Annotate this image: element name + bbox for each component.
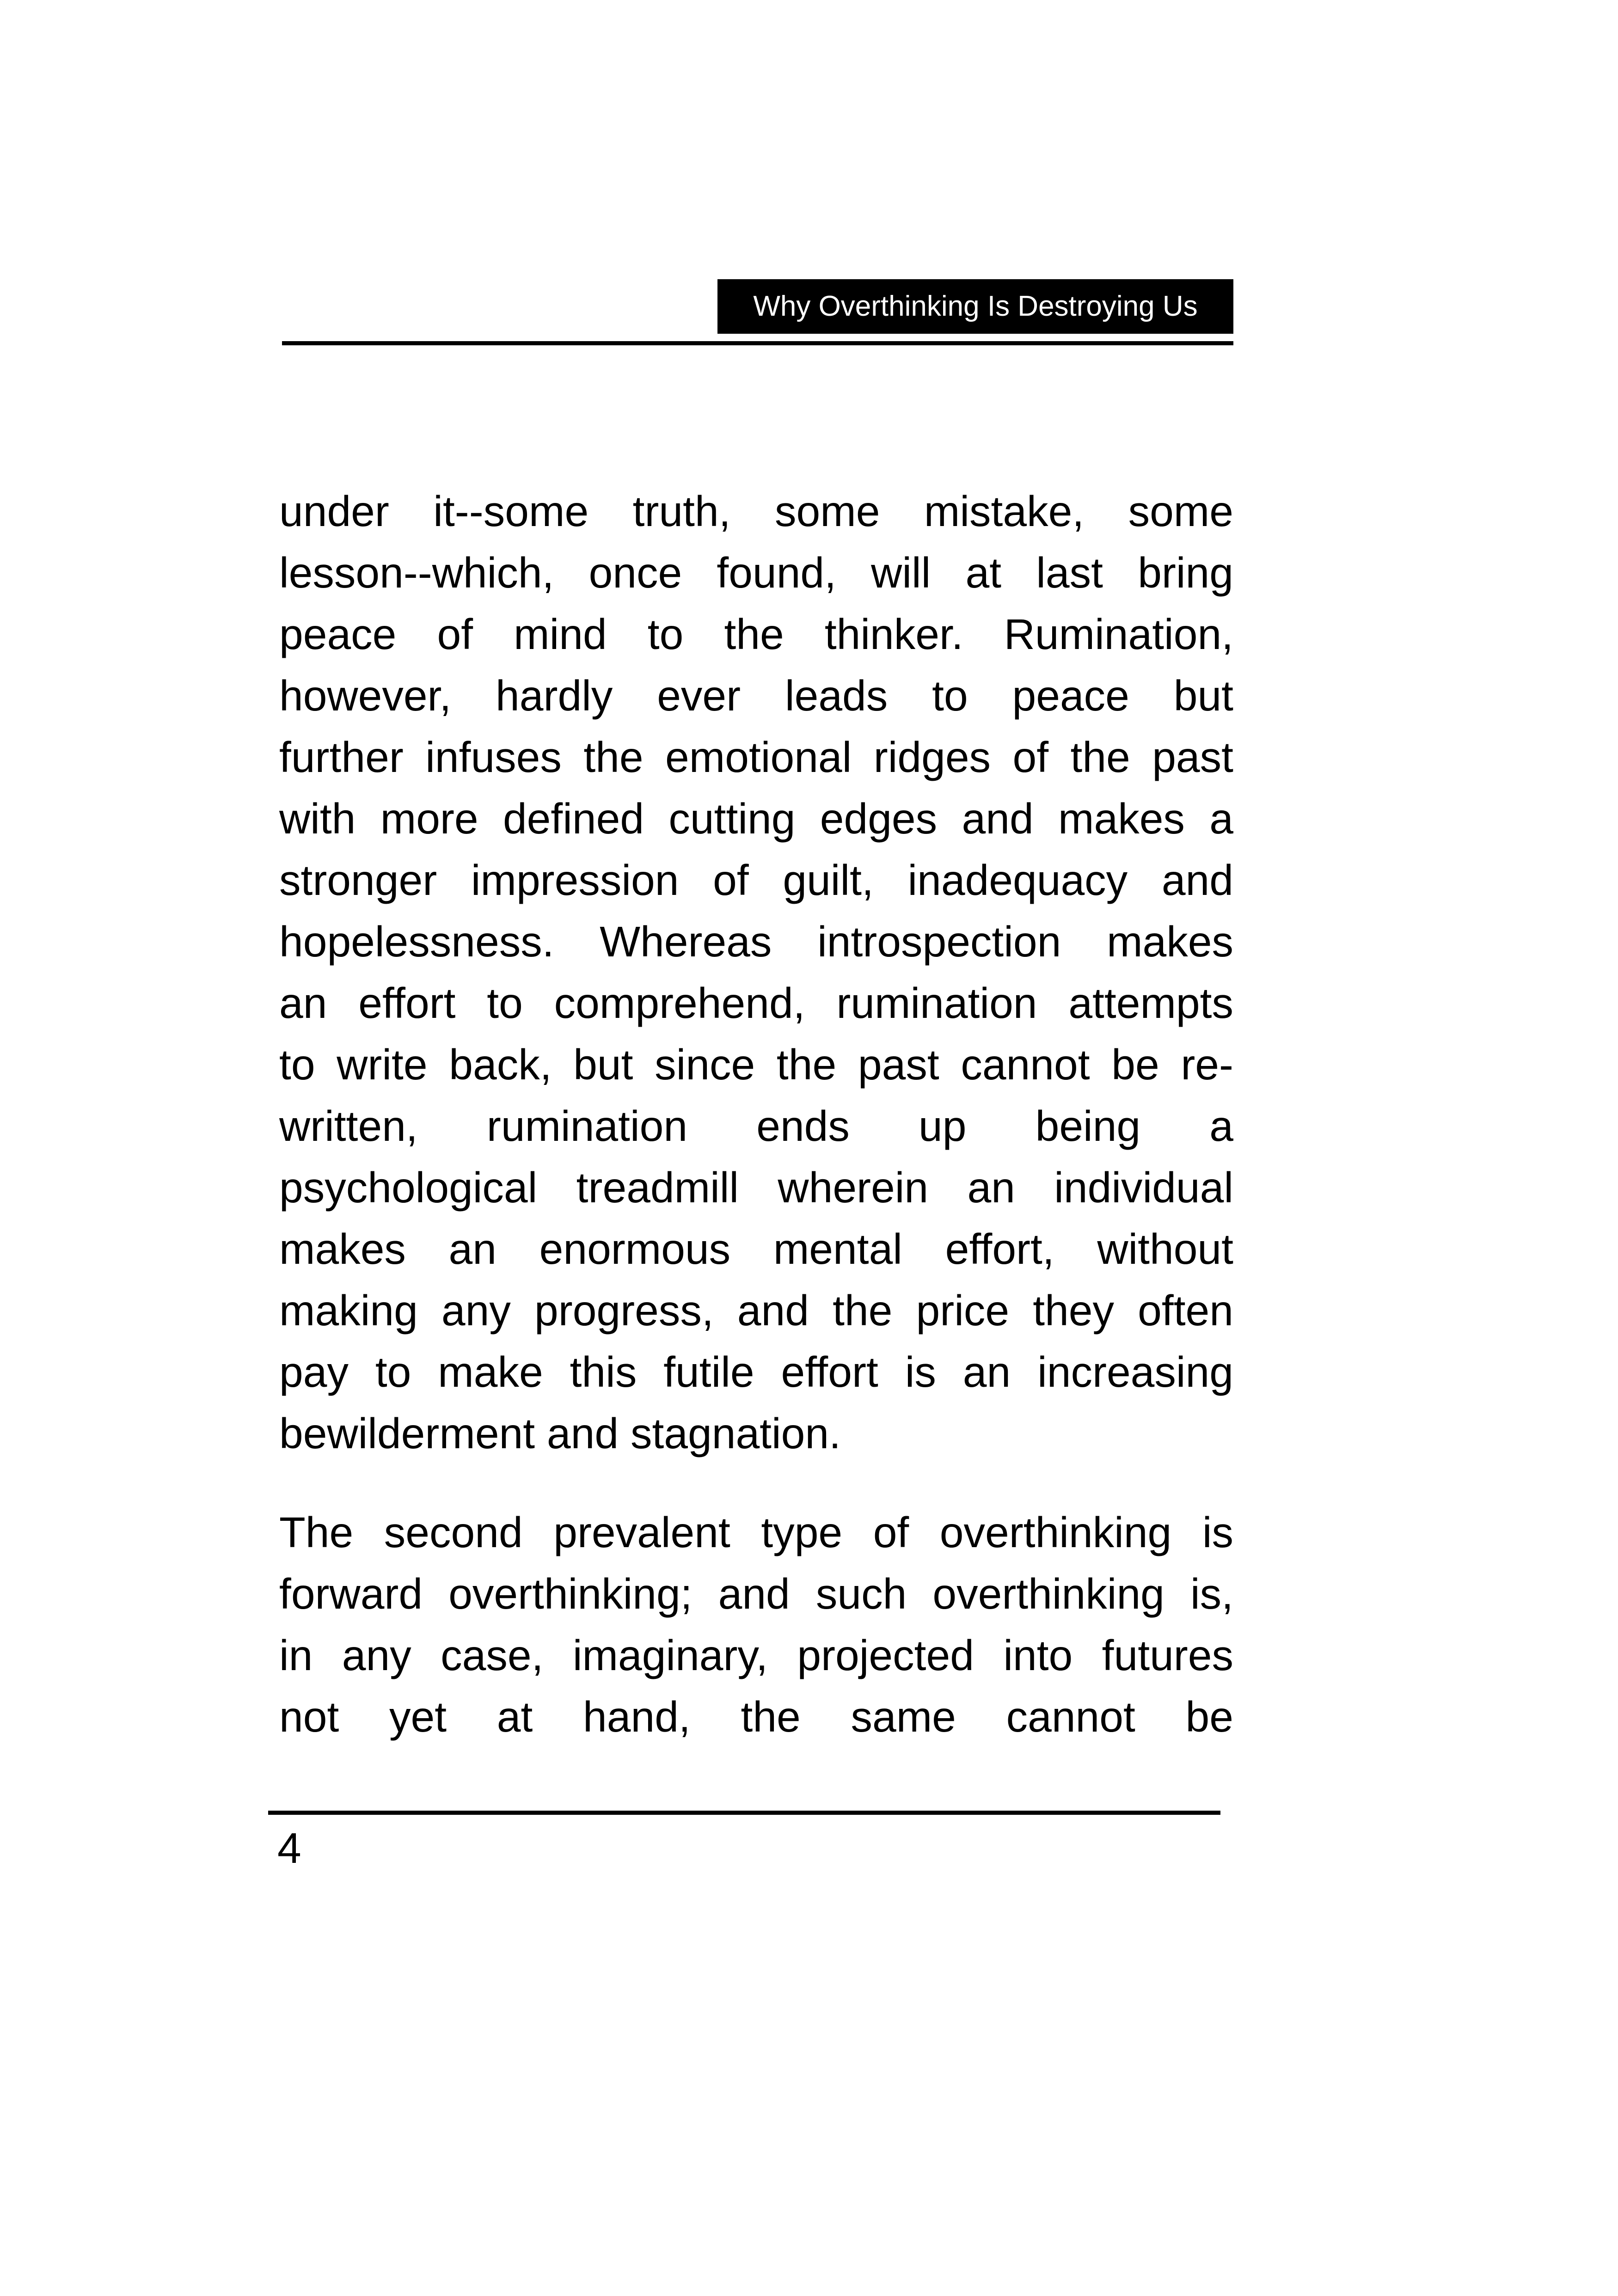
text-line: bewilderment and stagnation. (279, 1409, 841, 1457)
text-line: peace of mind to the thinker. Rumination, (279, 610, 1233, 658)
text-line: stronger impression of guilt, inadequacy and (279, 856, 1233, 904)
text-line: forward overthinking; and such overthinking is, (279, 1570, 1233, 1618)
footer-rule (268, 1811, 1220, 1815)
text-line: pay to make this futile effort is an increasing (279, 1348, 1233, 1396)
text-line: in any case, imaginary, projected into futures (279, 1631, 1233, 1679)
text-line: psychological treadmill wherein an individual (279, 1163, 1233, 1212)
text-line: hopelessness. Whereas introspection makes (279, 918, 1233, 966)
text-line: not yet at hand, the same cannot be (279, 1693, 1233, 1741)
text-line: lesson--which, once found, will at last bring (279, 549, 1233, 597)
text-line: an effort to comprehend, rumination attempts (279, 979, 1233, 1027)
paragraph-1 (279, 481, 1233, 1464)
text-line: under it--some truth, some mistake, some (279, 487, 1233, 535)
text-line: to write back, but since the past cannot be re- (279, 1041, 1233, 1089)
text-line: makes an enormous mental effort, without (279, 1225, 1233, 1273)
text-line: making any progress, and the price they often (279, 1286, 1233, 1335)
text-line: The second prevalent type of overthinking is (279, 1508, 1233, 1556)
running-header-title: Why Overthinking Is Destroying Us (717, 279, 1233, 334)
header-rule (282, 341, 1233, 345)
text-line: however, hardly ever leads to peace but (279, 672, 1233, 720)
body-text (279, 481, 1233, 1748)
page-number: 4 (277, 1824, 301, 1872)
text-line: written, rumination ends up being a (279, 1102, 1233, 1150)
text-line: further infuses the emotional ridges of the past (279, 733, 1233, 781)
paragraph-2 (279, 1502, 1233, 1748)
paragraph-spacer (279, 1464, 1233, 1502)
text-line: with more defined cutting edges and makes a (279, 795, 1233, 843)
